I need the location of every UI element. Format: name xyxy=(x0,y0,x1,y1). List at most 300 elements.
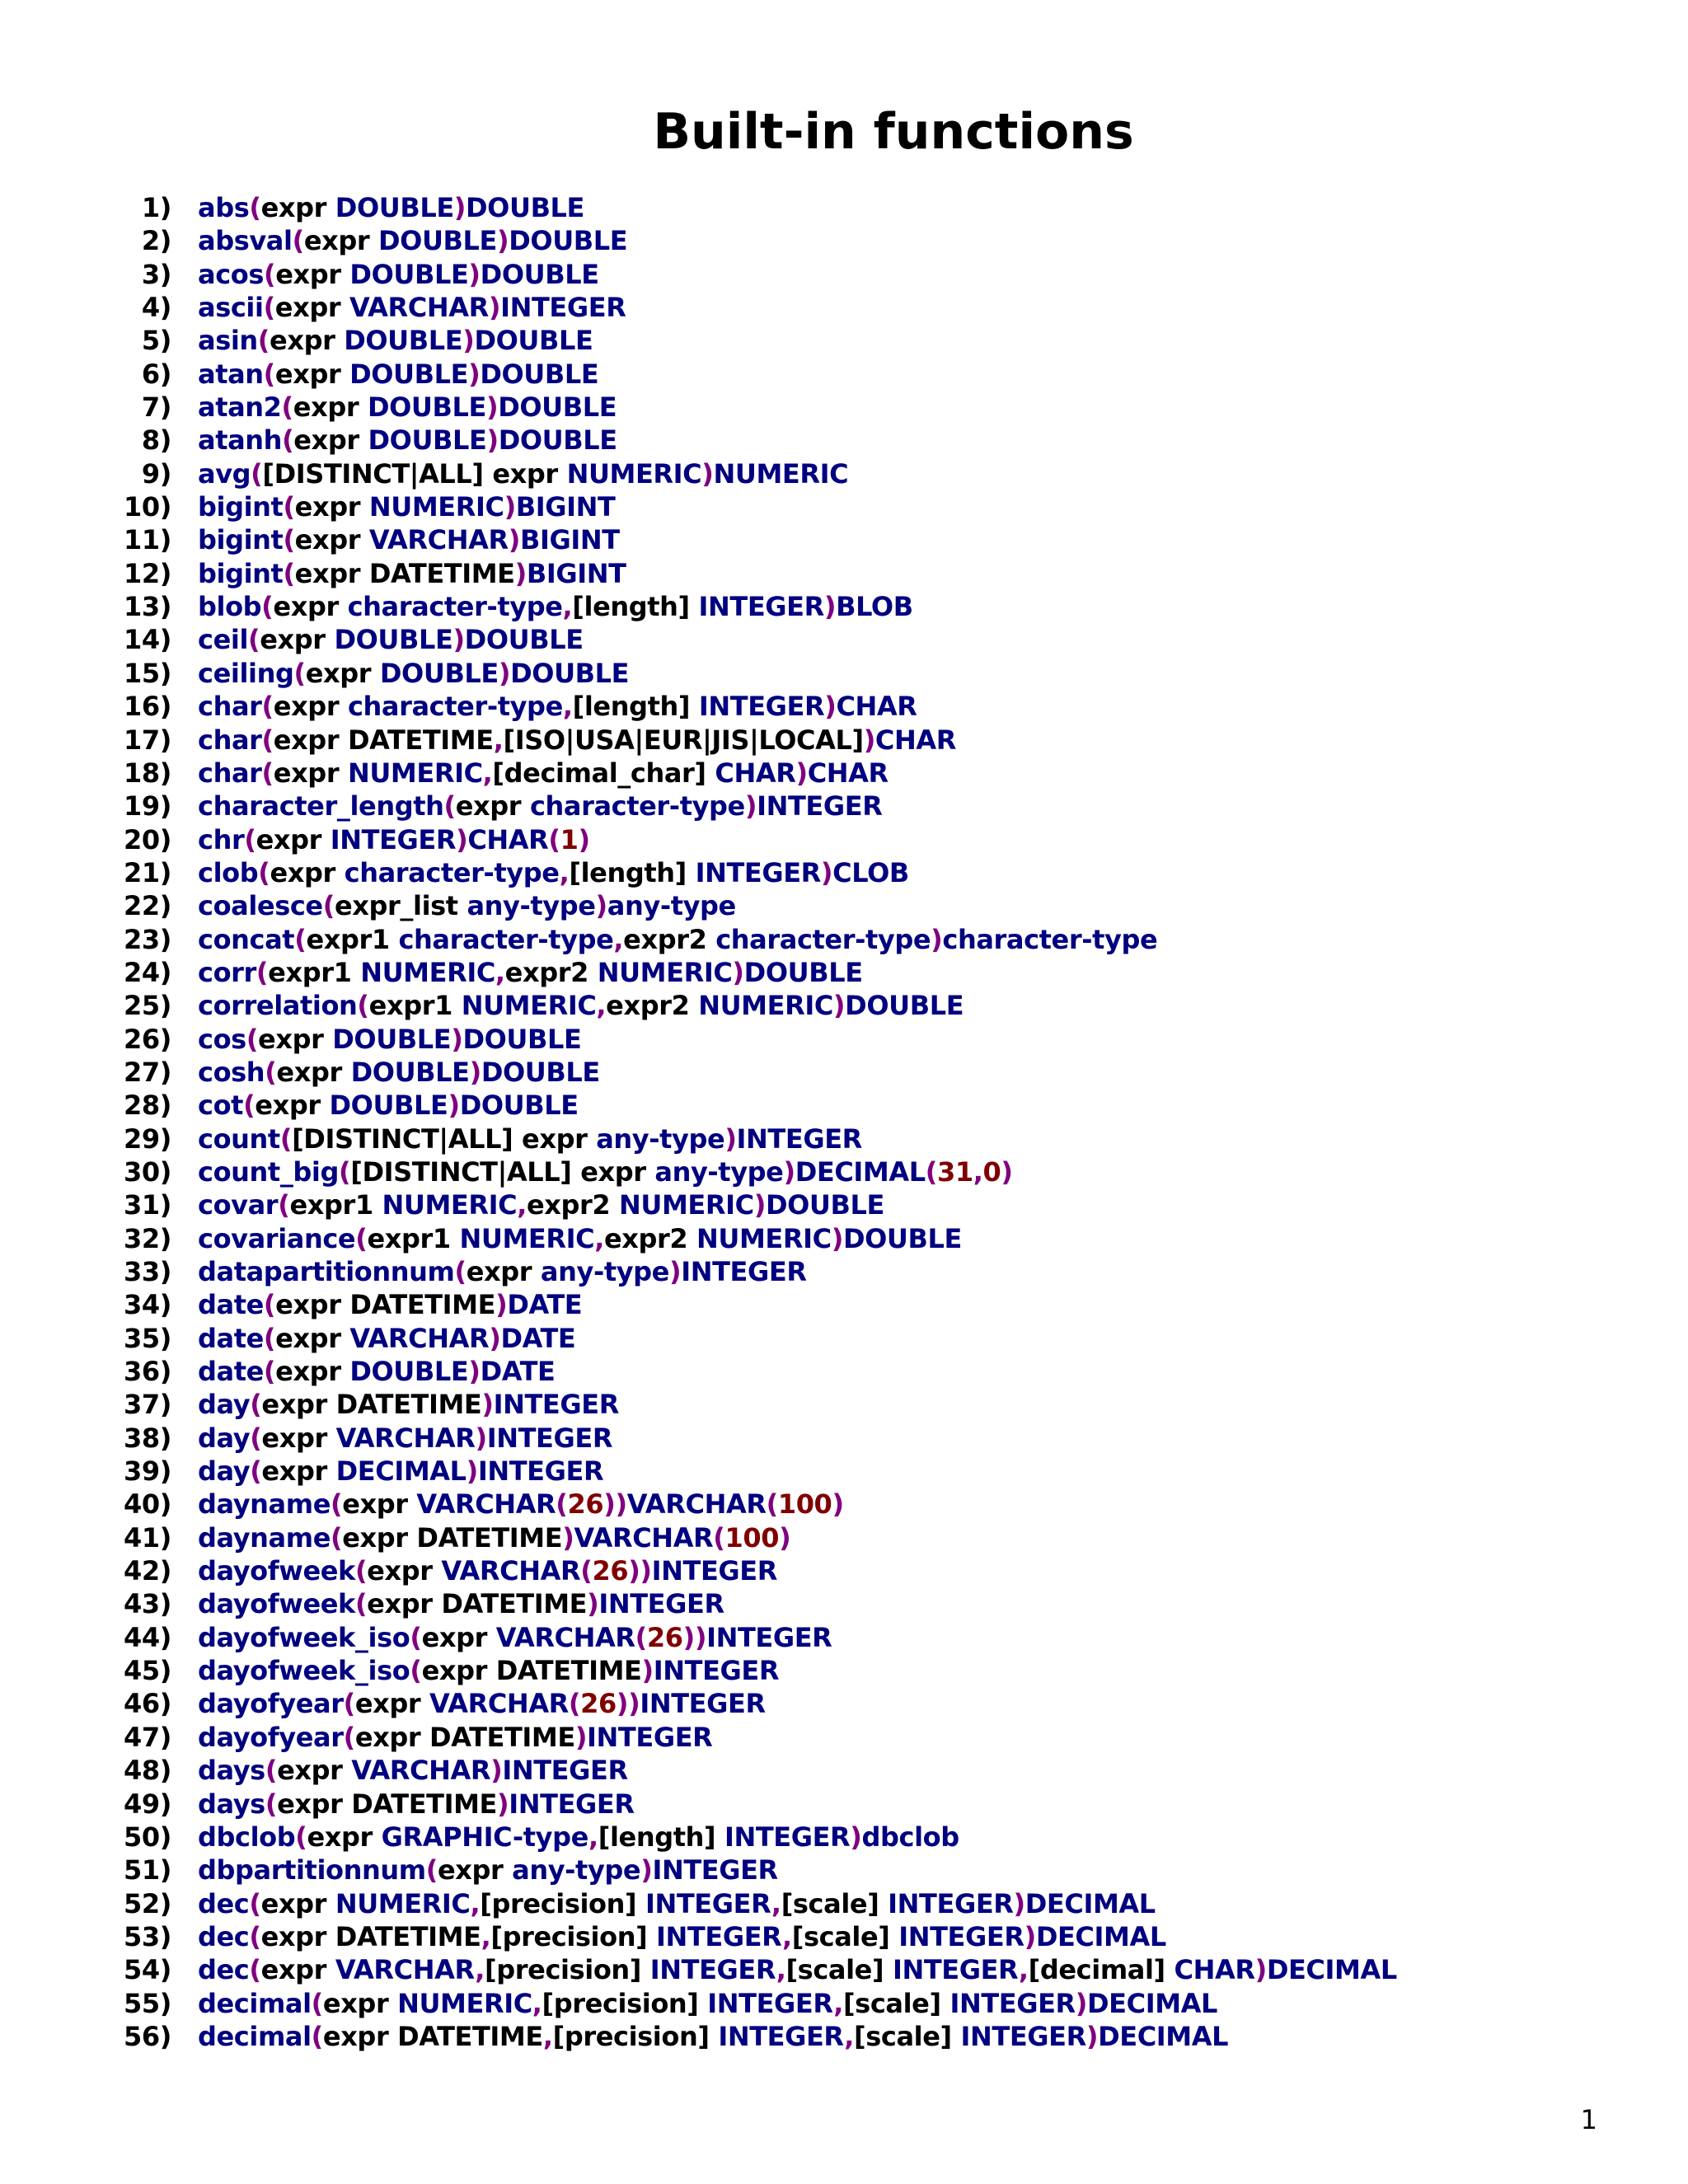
list-item xyxy=(0,490,1688,523)
punct-token: ) xyxy=(574,1721,588,1753)
name-token: atan2 xyxy=(198,391,282,424)
list-item xyxy=(0,358,1688,391)
punct-token: ) xyxy=(488,292,501,324)
item-number: 43) xyxy=(124,1588,171,1620)
text-token: expr xyxy=(261,1422,336,1454)
name-token: dayofyear xyxy=(198,1721,344,1753)
text-token: [scale] xyxy=(854,2020,961,2052)
punct-token: ( xyxy=(243,1090,256,1122)
punct-token: ( xyxy=(635,1621,647,1653)
punct-token: ) xyxy=(468,258,481,290)
item-number: 35) xyxy=(124,1322,171,1354)
name-token: VARCHAR xyxy=(574,1521,714,1554)
list-item xyxy=(0,1288,1688,1321)
punct-token: ( xyxy=(244,823,256,855)
name-token: INTEGER xyxy=(707,1987,834,2019)
name-token: DOUBLE xyxy=(334,624,453,656)
item-number: 25) xyxy=(124,990,171,1022)
text-token: expr DATETIME xyxy=(275,1289,496,1321)
list-item xyxy=(0,1987,1688,2020)
item-number: 28) xyxy=(124,1090,171,1122)
name-token: INTEGER xyxy=(736,1122,862,1155)
punct-token: )) xyxy=(603,1488,627,1521)
punct-token: ( xyxy=(331,1488,343,1521)
name-token: days xyxy=(198,1788,265,1820)
name-token: any-type xyxy=(540,1256,669,1287)
text-token: expr xyxy=(466,1256,541,1287)
text-token: expr xyxy=(275,258,350,290)
punct-token: ( xyxy=(568,1688,581,1720)
function-signature xyxy=(198,1854,778,1886)
function-signature xyxy=(198,623,584,656)
punct-token: ( xyxy=(250,1455,262,1488)
text-token: expr xyxy=(274,358,350,390)
punct-token: ) xyxy=(1254,1954,1267,1986)
item-number: 18) xyxy=(124,757,171,789)
name-token: NUMERIC xyxy=(713,457,849,490)
name-token: days xyxy=(198,1755,265,1787)
name-token: NUMERIC xyxy=(696,1222,832,1254)
list-item xyxy=(0,1721,1688,1754)
text-token: [ISO|USA|EUR|JIS|LOCAL] xyxy=(503,724,864,756)
text-token: [DISTINCT|ALL] expr xyxy=(292,1122,597,1155)
item-number: 21) xyxy=(124,856,171,888)
item-number: 53) xyxy=(124,1920,171,1952)
name-token: NUMERIC xyxy=(360,956,495,988)
text-token: expr1 xyxy=(367,1222,460,1254)
punct-token: ( xyxy=(282,424,294,457)
list-item xyxy=(0,291,1688,324)
list-item xyxy=(0,1887,1688,1920)
text-token: expr xyxy=(273,591,348,623)
text-token: expr xyxy=(276,1056,351,1088)
item-number: 13) xyxy=(124,591,171,623)
punct-token: , xyxy=(1018,1954,1029,1986)
name-token: NUMERIC xyxy=(698,990,833,1022)
item-number: 38) xyxy=(124,1422,171,1454)
name-token: NUMERIC xyxy=(347,757,483,789)
list-item xyxy=(0,557,1688,590)
list-item xyxy=(0,1222,1688,1255)
name-token: INTEGER xyxy=(888,1887,1014,1919)
punct-token: , xyxy=(588,1821,598,1853)
function-signature xyxy=(198,2020,1228,2053)
punct-token: ( xyxy=(263,292,275,324)
name-token: INTEGER xyxy=(950,1987,1076,2019)
punct-token: ) xyxy=(451,1023,463,1055)
literal-token: 100 xyxy=(777,1488,832,1521)
function-signature xyxy=(198,1654,779,1687)
item-number: 49) xyxy=(124,1788,171,1820)
name-token: corr xyxy=(198,956,256,988)
name-token: DOUBLE xyxy=(335,192,454,223)
function-signature xyxy=(198,889,736,922)
function-signature xyxy=(198,391,617,424)
text-token: expr1 xyxy=(268,956,361,988)
punct-token: ) xyxy=(448,1090,460,1122)
name-token: cot xyxy=(198,1090,244,1122)
punct-token: ( xyxy=(261,757,274,789)
text-token: expr DATETIME xyxy=(322,2020,543,2052)
punct-token: , xyxy=(559,856,570,888)
punct-token: , xyxy=(594,1222,604,1254)
punct-token: ( xyxy=(410,1655,422,1687)
item-number: 6) xyxy=(141,358,171,390)
list-item xyxy=(0,1920,1688,1953)
list-item xyxy=(0,1621,1688,1654)
name-token: DOUBLE xyxy=(481,1056,600,1088)
list-item xyxy=(0,1687,1688,1720)
name-token: INTEGER xyxy=(598,1588,724,1620)
punct-token: ) xyxy=(475,1422,487,1454)
literal-token: 100 xyxy=(724,1521,780,1554)
text-token: [precision] xyxy=(490,1920,657,1952)
name-token: INTEGER xyxy=(892,1954,1019,1986)
text-token: expr2 xyxy=(623,923,716,955)
text-token: expr1 xyxy=(368,990,462,1022)
punct-token: ) xyxy=(783,1155,795,1188)
item-number: 30) xyxy=(124,1155,171,1188)
name-token: INTEGER xyxy=(640,1688,766,1720)
function-signature xyxy=(198,523,620,556)
name-token: VARCHAR xyxy=(335,1954,476,1986)
name-token: date xyxy=(198,1289,264,1321)
text-token: expr xyxy=(273,691,348,723)
item-number: 52) xyxy=(124,1887,171,1919)
item-number: 3) xyxy=(141,258,171,290)
punct-token: ) xyxy=(820,856,833,888)
punct-token: ) xyxy=(832,990,846,1022)
punct-token: ) xyxy=(640,1854,653,1886)
name-token: VARCHAR xyxy=(349,1322,490,1354)
name-token: decimal xyxy=(198,2020,312,2052)
item-number: 9) xyxy=(141,457,171,490)
name-token: DECIMAL xyxy=(1266,1954,1397,1986)
text-token: expr xyxy=(303,225,378,257)
item-number: 16) xyxy=(124,691,171,723)
list-item xyxy=(0,1322,1688,1355)
punct-token: ( xyxy=(283,524,295,556)
text-token: expr DATETIME xyxy=(421,1655,642,1687)
list-item xyxy=(0,1422,1688,1455)
text-token: expr xyxy=(260,192,335,223)
text-token: [precision] xyxy=(485,1954,650,1986)
punct-token: ( xyxy=(263,1289,276,1321)
name-token: INTEGER xyxy=(698,591,824,623)
name-token: DOUBLE xyxy=(510,657,630,689)
item-number: 4) xyxy=(141,292,171,324)
punct-token: ) xyxy=(497,225,509,257)
item-number: 14) xyxy=(124,624,171,656)
punct-token: )) xyxy=(628,1555,652,1587)
punct-token: , xyxy=(596,990,607,1022)
name-token: VARCHAR xyxy=(626,1488,767,1521)
punct-token: ( xyxy=(265,1755,278,1787)
list-item xyxy=(0,1056,1688,1089)
name-token: dbclob xyxy=(861,1821,959,1853)
name-token: dbclob xyxy=(198,1821,296,1853)
list-item xyxy=(0,391,1688,424)
punct-token: ( xyxy=(454,1256,467,1287)
text-token: [length] xyxy=(569,856,696,888)
punct-token: ( xyxy=(580,1555,593,1587)
name-token: dayofyear xyxy=(198,1688,344,1720)
name-token: dayname xyxy=(198,1521,331,1554)
name-token: CHAR xyxy=(467,823,549,855)
name-token: NUMERIC xyxy=(619,1189,754,1221)
name-token: char xyxy=(198,757,262,789)
punct-token: ) xyxy=(1001,1155,1013,1188)
punct-token: ) xyxy=(462,325,475,357)
name-token: INTEGER xyxy=(500,292,626,324)
function-signature xyxy=(198,790,882,823)
item-number: 15) xyxy=(124,657,171,689)
function-signature xyxy=(198,1388,619,1421)
punct-token: , xyxy=(542,2020,553,2052)
punct-token: ) xyxy=(744,790,757,823)
item-number: 45) xyxy=(124,1655,171,1687)
name-token: VARCHAR xyxy=(368,524,509,556)
punct-token: )) xyxy=(616,1688,640,1720)
name-token: CHAR xyxy=(836,691,917,723)
punct-token: ( xyxy=(279,1122,293,1155)
name-token: character-type xyxy=(398,923,614,955)
punct-token: ) xyxy=(456,823,468,855)
list-item xyxy=(0,856,1688,889)
item-number: 17) xyxy=(124,724,171,756)
name-token: BIGINT xyxy=(519,524,620,556)
punct-token: ) xyxy=(795,757,808,789)
text-token: expr DATETIME xyxy=(273,724,494,756)
punct-token: ) xyxy=(641,1655,654,1687)
punct-token: ) xyxy=(831,1222,843,1254)
list-item xyxy=(0,1355,1688,1388)
function-signature xyxy=(198,1288,582,1321)
punct-token: ) xyxy=(514,557,527,589)
list-item xyxy=(0,889,1688,922)
function-signature xyxy=(198,1155,1013,1188)
punct-token: ) xyxy=(453,192,467,223)
punct-token: ( xyxy=(925,1155,937,1188)
name-token: char xyxy=(198,691,262,723)
item-number: 37) xyxy=(124,1389,171,1421)
item-number: 8) xyxy=(141,424,171,457)
function-signature xyxy=(198,424,617,457)
name-token: DATE xyxy=(507,1289,583,1321)
list-item xyxy=(0,1455,1688,1488)
name-token: any-type xyxy=(654,1155,784,1188)
punct-token: ) xyxy=(669,1256,682,1287)
punct-token: ) xyxy=(469,1056,481,1088)
name-token: INTEGER xyxy=(330,823,457,855)
name-token: DOUBLE xyxy=(509,225,628,257)
punct-token: ( xyxy=(354,1555,368,1587)
item-number: 44) xyxy=(124,1621,171,1653)
name-token: INTEGER xyxy=(587,1721,713,1753)
name-token: date xyxy=(198,1356,264,1388)
text-token: expr xyxy=(273,757,348,789)
list-item xyxy=(0,1388,1688,1421)
function-signature xyxy=(198,1554,777,1587)
punct-token: ) xyxy=(732,956,744,988)
function-signature xyxy=(198,457,848,490)
function-signature xyxy=(198,1322,575,1355)
name-token: INTEGER xyxy=(502,1755,628,1787)
text-token: expr xyxy=(260,1954,335,1986)
function-signature xyxy=(198,1887,1156,1920)
name-token: BIGINT xyxy=(526,557,626,589)
punct-token: ( xyxy=(283,557,295,589)
text-token: expr DATETIME xyxy=(342,1521,563,1554)
punct-token: ( xyxy=(425,1854,438,1886)
literal-token: 0 xyxy=(982,1155,1001,1188)
punct-token: ) xyxy=(504,491,516,523)
function-signature xyxy=(198,590,913,623)
punct-token: ) xyxy=(498,657,511,689)
name-token: char xyxy=(198,724,262,756)
punct-token: , xyxy=(482,757,493,789)
item-number: 31) xyxy=(124,1189,171,1221)
item-number: 54) xyxy=(124,1954,171,1986)
name-token: DOUBLE xyxy=(349,1356,469,1388)
name-token: dec xyxy=(198,1920,250,1952)
punct-token: ) xyxy=(508,524,520,556)
function-signature xyxy=(198,1721,712,1754)
name-token: any-type xyxy=(512,1854,641,1886)
item-number: 56) xyxy=(124,2020,171,2052)
item-number: 24) xyxy=(124,956,171,988)
name-token: CHAR xyxy=(807,757,889,789)
punct-token: ( xyxy=(311,1987,323,2019)
literal-token: 26 xyxy=(646,1621,683,1653)
text-token: expr_list xyxy=(334,890,467,922)
name-token: INTEGER xyxy=(493,1389,619,1421)
punct-token: ( xyxy=(339,1155,351,1188)
name-token: VARCHAR xyxy=(335,1422,476,1454)
name-token: character-type xyxy=(529,790,745,823)
item-number: 22) xyxy=(124,890,171,922)
name-token: covariance xyxy=(198,1222,356,1254)
item-number: 27) xyxy=(124,1056,171,1088)
text-token: [length] xyxy=(598,1821,724,1853)
name-token: INTEGER xyxy=(960,2020,1086,2052)
name-token: bigint xyxy=(198,557,284,589)
item-number: 55) xyxy=(124,1987,171,2019)
punct-token: ) xyxy=(779,1521,791,1554)
text-token: [precision] xyxy=(542,1987,708,2019)
punct-token: ( xyxy=(293,657,306,689)
punct-token: , xyxy=(532,1987,542,2019)
punct-token: ) xyxy=(1013,1887,1025,1919)
list-item xyxy=(0,590,1688,623)
punct-token: ( xyxy=(263,1356,276,1388)
text-token: expr xyxy=(305,657,380,689)
punct-token: ( xyxy=(250,1422,262,1454)
punct-token: ( xyxy=(263,358,275,390)
name-token: day xyxy=(198,1455,251,1488)
list-item xyxy=(0,1854,1688,1886)
text-token: [DISTINCT|ALL] expr xyxy=(262,457,567,490)
punct-token: ) xyxy=(1085,2020,1099,2052)
function-signature xyxy=(198,1621,832,1654)
item-number: 50) xyxy=(124,1821,171,1853)
name-token: DOUBLE xyxy=(332,1023,452,1055)
text-token: [length] xyxy=(572,591,699,623)
text-token: expr DATETIME xyxy=(261,1389,482,1421)
name-token: covar xyxy=(198,1189,279,1221)
name-token: DOUBLE xyxy=(480,258,599,290)
text-token: expr xyxy=(294,491,369,523)
name-token: VARCHAR xyxy=(416,1488,556,1521)
name-token: DOUBLE xyxy=(464,624,584,656)
text-token: expr xyxy=(274,292,349,324)
item-number: 20) xyxy=(124,823,171,855)
item-number: 36) xyxy=(124,1356,171,1388)
function-signature xyxy=(198,291,626,324)
list-item xyxy=(0,657,1688,690)
punct-token: , xyxy=(493,724,504,756)
punct-token: ( xyxy=(251,457,263,490)
punct-token: ( xyxy=(261,591,274,623)
list-item xyxy=(0,1488,1688,1521)
list-item xyxy=(0,623,1688,656)
list-item xyxy=(0,1089,1688,1122)
punct-token: ( xyxy=(713,1521,725,1554)
name-token: dayofweek_iso xyxy=(198,1621,410,1653)
text-token: expr DATETIME xyxy=(260,1920,481,1952)
name-token: concat xyxy=(198,923,295,955)
item-number: 47) xyxy=(124,1721,171,1753)
name-token: avg xyxy=(198,457,251,490)
item-number: 46) xyxy=(124,1688,171,1720)
text-token: expr xyxy=(455,790,530,823)
name-token: INTEGER xyxy=(724,1821,851,1853)
item-number: 2) xyxy=(141,225,171,257)
text-token: expr xyxy=(367,1555,442,1587)
punct-token: ( xyxy=(278,1189,290,1221)
name-token: DOUBLE xyxy=(329,1090,448,1122)
punct-token: , xyxy=(481,1920,491,1952)
function-signature xyxy=(198,1455,603,1488)
list-item xyxy=(0,1255,1688,1288)
punct-token: ) xyxy=(832,1488,844,1521)
item-number: 5) xyxy=(141,325,171,357)
list-item xyxy=(0,1122,1688,1155)
name-token: NUMERIC xyxy=(397,1987,532,2019)
list-item xyxy=(0,258,1688,291)
name-token: DATE xyxy=(500,1322,576,1354)
name-token: ceiling xyxy=(198,657,294,689)
punct-token: ) xyxy=(724,1122,737,1155)
literal-token: 31 xyxy=(936,1155,973,1188)
punct-token: ( xyxy=(249,1920,261,1952)
name-token: any-type xyxy=(596,1122,725,1155)
name-token: NUMERIC xyxy=(597,956,733,988)
text-token: expr xyxy=(421,1621,496,1653)
punct-token: ) xyxy=(485,391,499,424)
punct-token: ) xyxy=(578,823,590,855)
name-token: CLOB xyxy=(832,856,909,888)
text-token: expr DATETIME xyxy=(367,1588,588,1620)
punct-token: ( xyxy=(246,1023,259,1055)
name-token: INTEGER xyxy=(698,691,825,723)
name-token: blob xyxy=(198,591,262,623)
name-token: DOUBLE xyxy=(845,990,964,1022)
text-token: [scale] xyxy=(842,1987,950,2019)
name-token: GRAPHIC-type xyxy=(381,1821,588,1853)
literal-token: 26 xyxy=(580,1688,617,1720)
name-token: INTEGER xyxy=(718,2020,845,2052)
